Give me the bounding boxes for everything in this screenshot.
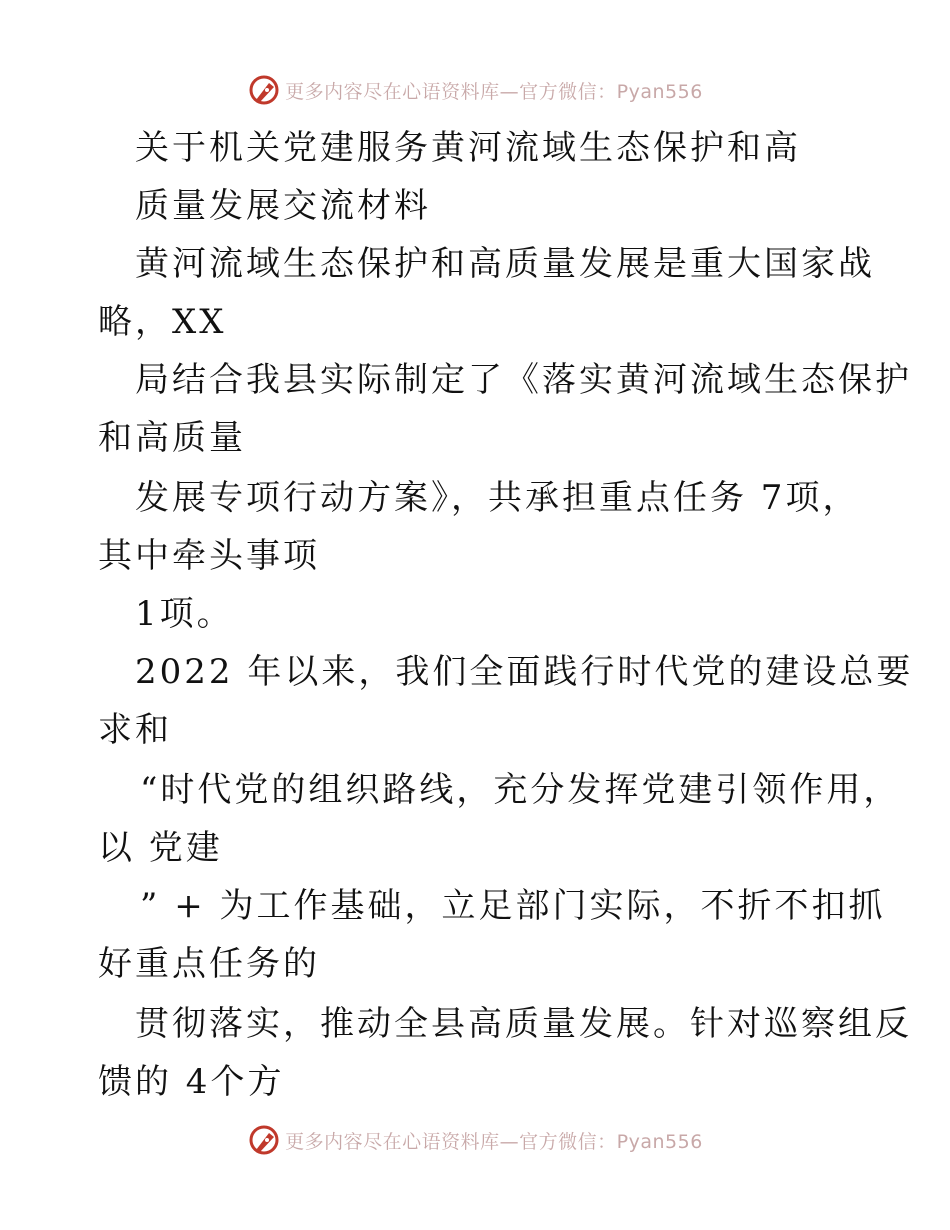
watermark-footer [0,1120,950,1160]
paragraph-line: 2022 年以来，我们全面践行时代党的建设总要 [135,652,914,692]
paragraph-line: 略，XX [98,302,227,342]
paragraph-line: 其中牵头事项 [98,536,320,576]
paragraph-line: 贯彻落实，推动全县高质量发展。针对巡察组反 [135,1004,912,1044]
watermark-text: 更多内容尽在心语资料库—官方微信：Pyan556 [285,1130,703,1153]
watermark-text: 更多内容尽在心语资料库—官方微信：Pyan556 [285,80,703,103]
pen-nib-circle-icon [247,1123,281,1157]
paragraph-line: 好重点任务的 [98,944,320,984]
paragraph-line: 和高质量 [98,418,246,458]
paragraph-line: 馈的 4个方 [98,1062,285,1102]
paragraph-line: 以 党建 [98,828,223,868]
paragraph-line: 黄河流域生态保护和高质量发展是重大国家战 [135,244,875,284]
paragraph-line: 局结合我县实际制定了《落实黄河流域生态保护 [135,360,912,400]
document-title-line-2: 质量发展交流材料 [135,186,431,226]
paragraph-line: 发展专项行动方案》，共承担重点任务 7项， [135,478,860,518]
paragraph-line: “时代党的组织路线，充分发挥党建引领作用， [140,770,901,810]
paragraph-line: 求和 [98,710,172,750]
paragraph-line: 1项。 [135,594,234,634]
paragraph-line: ” + 为工作基础，立足部门实际，不折不扣抓 [140,886,886,926]
document-title-line-1: 关于机关党建服务黄河流域生态保护和高 [135,128,801,168]
